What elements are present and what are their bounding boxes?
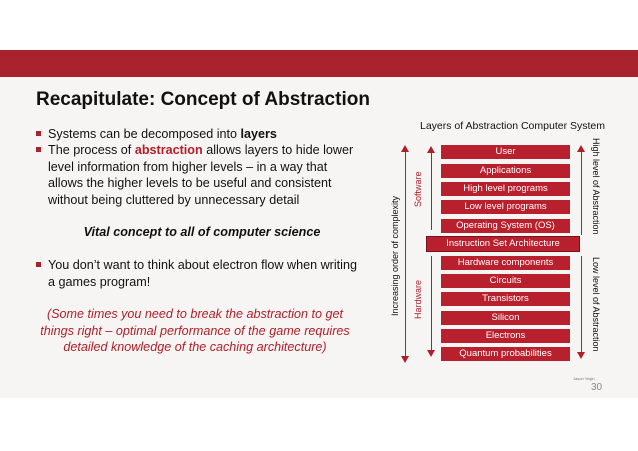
software-label: Software xyxy=(413,171,423,207)
layer-transistors: Transistors xyxy=(441,292,570,306)
abstraction-top-line xyxy=(581,151,582,235)
hardware-arrow-down-icon xyxy=(427,350,435,357)
hardware-bracket-line xyxy=(431,256,432,352)
layer-silicon: Silicon xyxy=(441,311,570,325)
bullet-layers xyxy=(36,126,360,142)
slide-title: Recapitulate: Concept of Abstraction xyxy=(36,89,370,110)
complexity-axis-label: Increasing order of complexity xyxy=(390,195,400,316)
header-band xyxy=(0,50,638,77)
complexity-arrow-down-icon xyxy=(401,356,409,363)
layer-hardware-components: Hardware components xyxy=(441,256,570,270)
bullet-marker xyxy=(36,262,41,267)
layer-electrons: Electrons xyxy=(441,329,570,343)
bullet-marker xyxy=(36,147,41,152)
image-credit: Jason Yegin xyxy=(573,376,595,381)
diagram-title: Layers of Abstraction Computer System xyxy=(420,120,605,132)
layer-operating-system: Operating System (OS) xyxy=(441,219,570,233)
bullet-electron-flow xyxy=(36,257,360,290)
layer-applications: Applications xyxy=(441,164,570,178)
complexity-axis-line xyxy=(405,151,406,357)
layer-low-level-programs: Low level programs xyxy=(441,200,570,214)
abstraction-arrow-down-icon xyxy=(577,352,585,359)
bullet-abstraction xyxy=(36,142,360,208)
bullet-text: Systems can be decomposed into xyxy=(48,127,241,141)
layer-user: User xyxy=(441,145,570,159)
bullet-text: allows layers to hide lower level information from higher levels – in a way that allows the higher levels to be useful and consistent without being cluttered by unnecessary detail xyxy=(48,143,354,207)
high-abstraction-label: High level of Abstraction xyxy=(591,138,601,235)
vital-concept-text: Vital concept to all of computer science xyxy=(83,225,321,240)
caching-note: (Some times you need to break the abstraction to get things right – optimal performance of the game requires detailed knowledge of the caching architecture) xyxy=(40,307,350,355)
layer-circuits: Circuits xyxy=(441,274,570,288)
bullet-bold-text: layers xyxy=(240,127,277,141)
software-bracket-line xyxy=(431,152,432,230)
text-column xyxy=(36,126,360,355)
layer-instruction-set-architecture: Instruction Set Architecture xyxy=(426,236,580,252)
bullet-text: The process of xyxy=(48,143,135,158)
bullet-text: You don’t want to think about electron flow when writing a games program! xyxy=(48,258,357,289)
bullet-highlight-text: abstraction xyxy=(134,143,203,158)
bottom-band xyxy=(0,398,638,451)
top-band xyxy=(0,0,638,50)
low-abstraction-label: Low level of Abstraction xyxy=(591,257,601,352)
bullet-marker xyxy=(36,131,41,136)
layer-quantum-probabilities: Quantum probabilities xyxy=(441,347,570,361)
layer-high-level-programs: High level programs xyxy=(441,182,570,196)
hardware-label: Hardware xyxy=(413,279,423,319)
slide-number: 30 xyxy=(591,382,603,393)
abstraction-bottom-line xyxy=(581,256,582,353)
